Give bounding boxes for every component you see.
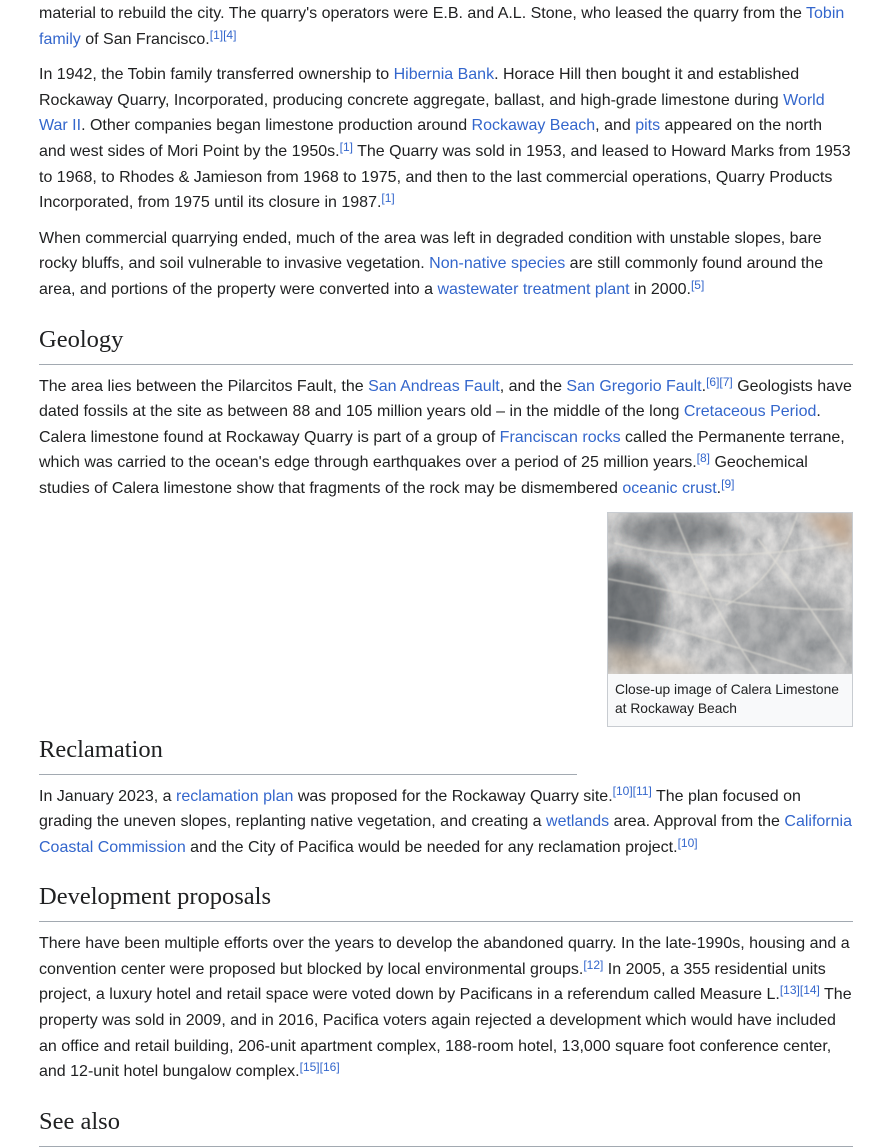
reference-link[interactable]: [8] bbox=[696, 451, 710, 466]
reference-marker bbox=[320, 1060, 340, 1074]
reference-link[interactable]: [1] bbox=[339, 139, 353, 154]
wiki-link[interactable]: wastewater treatment plant bbox=[437, 280, 630, 298]
reference-link[interactable]: [15] bbox=[299, 1060, 320, 1075]
reference-marker bbox=[381, 191, 394, 205]
reference-link[interactable]: [11] bbox=[632, 784, 652, 799]
wiki-link[interactable]: Non-native species bbox=[429, 255, 566, 273]
reference-marker bbox=[678, 836, 698, 850]
wiki-link[interactable]: California Coastal Commission bbox=[39, 813, 852, 856]
wiki-link[interactable]: Cretaceous Period bbox=[683, 403, 817, 421]
section-heading-geology: Geology bbox=[39, 325, 853, 365]
rock-texture-graphic bbox=[608, 513, 852, 674]
wiki-link[interactable]: Rockaway Beach bbox=[471, 117, 596, 135]
geology-paragraph: The area lies between the Pilarcitos Fault, the San Andreas Fault, and the San Gregorio Fault.[6][7] Geologists have dated fossils at the site as between 88 and 105 million years old – in the middle of the long Cretaceous Period. Calera limestone found at Rockaway Quarry is part of a group of Franciscan rocks called the Permanente terrane, which was carried to the ocean's edge through earthquakes over a period of 25 million years.[8] Geochemical studies of Calera limestone show that fragments of the rock may be dismembered oceanic crust.[9] bbox=[39, 374, 852, 497]
section-heading-reclamation: Reclamation bbox=[39, 735, 577, 775]
reference-marker bbox=[223, 28, 236, 42]
reference-marker bbox=[719, 375, 732, 389]
history-paragraph-3: When commercial quarrying ended, much of the area was left in degraded condition with unstable slopes, bare rocky bluffs, and soil vulnerable to invasive vegetation. Non-native species are still commonly found around the area, and portions of the property were converted into a wastewater treatment plant in 2000.[5] bbox=[39, 229, 824, 298]
reclamation-paragraph: In January 2023, a reclamation plan was proposed for the Rockaway Quarry site.[10][11] The plan focused on grading the uneven slopes, replanting native vegetation, and creating a wetlands area. Approval from the California Coastal Commission and the City of Pacifica would be needed for any reclamation project.[10] bbox=[39, 784, 852, 856]
history-paragraph-1: material to rebuild the city. The quarry's operators were E.B. and A.L. Stone, who leased the quarry from the Tobin family of San Francisco.[1][4] bbox=[39, 5, 845, 48]
thumbnail-figure bbox=[607, 512, 853, 727]
reference-link[interactable]: [6] bbox=[706, 374, 720, 389]
reference-marker bbox=[210, 28, 223, 42]
reference-link[interactable]: [1] bbox=[381, 191, 395, 206]
development-paragraph: There have been multiple efforts over the years to develop the abandoned quarry. In the late-1990s, housing and a convention center were proposed but blocked by local environmental groups.[12] In 2005, a 355 residential units project, a luxury hotel and retail space were voted down by Pacificans in a referendum called Measure L.[13][14] The property was sold in 2009, and in 2016, Pacifica voters again rejected a development which would have included an office and retail building, 206-unit apartment complex, 188-room hotel, 13,000 square foot conference center, and 12-unit hotel bungalow complex.[15][16] bbox=[39, 935, 852, 1081]
reference-marker bbox=[340, 140, 353, 154]
reference-marker bbox=[706, 375, 719, 389]
reference-marker bbox=[633, 784, 652, 798]
wiki-link[interactable]: Tobin family bbox=[39, 5, 845, 48]
reference-marker bbox=[691, 278, 704, 292]
reference-link[interactable]: [14] bbox=[799, 983, 820, 998]
reference-marker bbox=[721, 477, 734, 491]
figure-caption: Close-up image of Calera Limestone at Rockaway Beach bbox=[615, 681, 839, 716]
reference-link[interactable]: [16] bbox=[319, 1060, 340, 1075]
wiki-link[interactable]: San Gregorio Fault bbox=[566, 377, 702, 395]
wiki-link[interactable]: reclamation plan bbox=[175, 787, 294, 805]
reference-link[interactable]: [10] bbox=[677, 835, 698, 850]
wiki-link[interactable]: Franciscan rocks bbox=[499, 428, 621, 446]
history-paragraph-2: In 1942, the Tobin family transferred ownership to Hibernia Bank. Horace Hill then bought it and established Rockaway Quarry, Incorporated, producing concrete aggregate, ballast, and high-grade limestone during World War II. Other companies began limestone production around Rockaway Beach, and pits appeared on the north and west sides of Mori Point by the 1950s.[1] The Quarry was sold in 1953, and leased to Howard Marks from 1953 to 1968, to Rhodes & Jamieson from 1968 to 1975, and then to the last commercial operations, Quarry Products Incorporated, from 1975 until its closure in 1987.[1] bbox=[39, 66, 851, 212]
reference-link[interactable]: [9] bbox=[721, 476, 735, 491]
reference-marker bbox=[613, 784, 633, 798]
reference-marker bbox=[583, 958, 603, 972]
reference-link[interactable]: [4] bbox=[223, 27, 237, 42]
wiki-link[interactable]: World War II bbox=[39, 91, 825, 135]
reference-link[interactable]: [13] bbox=[779, 983, 800, 998]
wiki-link[interactable]: Hibernia Bank bbox=[393, 66, 495, 84]
section-heading-development-proposals: Development proposals bbox=[39, 882, 853, 922]
reference-marker bbox=[697, 451, 710, 465]
calera-limestone-image[interactable] bbox=[608, 513, 852, 674]
wiki-link[interactable]: oceanic crust bbox=[622, 479, 717, 497]
reference-link[interactable]: [12] bbox=[583, 957, 604, 972]
reference-marker bbox=[780, 983, 800, 997]
reference-link[interactable]: [10] bbox=[612, 784, 633, 799]
wiki-link[interactable]: wetlands bbox=[546, 813, 610, 831]
reference-link[interactable]: [7] bbox=[719, 374, 733, 389]
wiki-link[interactable]: San Andreas Fault bbox=[368, 377, 500, 395]
reference-link[interactable]: [5] bbox=[690, 277, 705, 292]
reference-marker bbox=[800, 983, 820, 997]
reference-marker bbox=[300, 1060, 320, 1074]
wiki-link[interactable]: pits bbox=[635, 117, 661, 135]
reference-link[interactable]: [1] bbox=[209, 27, 224, 42]
section-heading-see-also: See also bbox=[39, 1107, 853, 1147]
